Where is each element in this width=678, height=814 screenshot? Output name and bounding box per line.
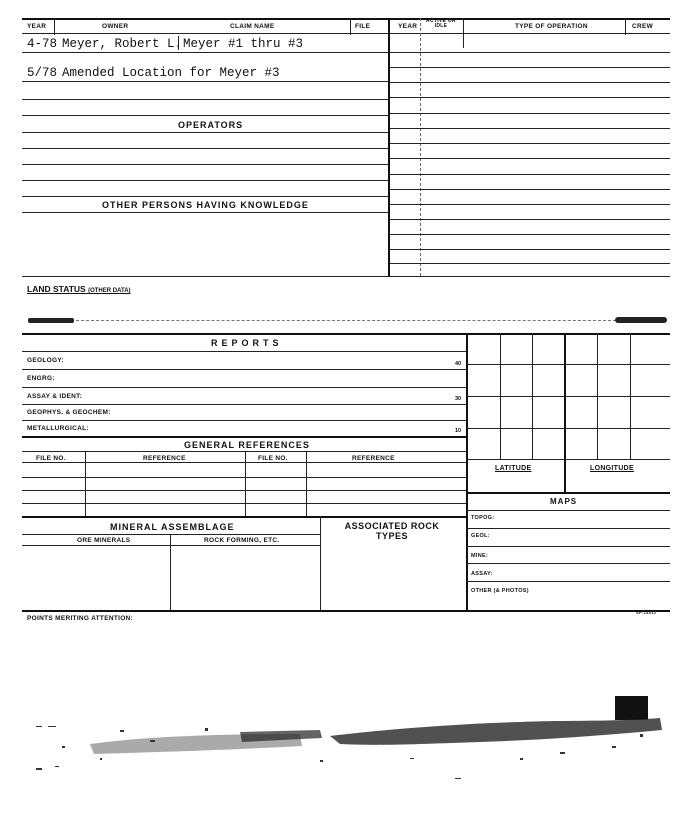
col-year-2: YEAR [398,23,418,30]
scan-mark [615,317,667,323]
land-status-sub: (OTHER DATA) [88,288,131,294]
col-year: YEAR [27,23,47,30]
col-rock-forming: ROCK FORMING, ETC. [204,537,280,544]
ref-col-reference-2: REFERENCE [352,455,395,462]
main-divider [388,18,390,276]
ref-col-reference: REFERENCE [143,455,186,462]
row-rule [390,174,670,175]
row-rule [390,82,670,83]
report-label: METALLURGICAL: [27,425,89,432]
scan-mark [28,318,74,323]
entry-claim: Meyer #1 thru #3 [183,37,304,51]
col-ore-minerals: ORE MINERALS [77,537,131,544]
latitude-label: LATITUDE [495,465,532,472]
row-rule [22,148,388,149]
col-claim-name: CLAIM NAME [230,23,275,30]
land-status-heading [27,284,131,294]
col-owner: OWNER [102,23,129,30]
row-rule [390,249,670,250]
other-persons-heading: OTHER PERSONS HAVING KNOWLEDGE [102,200,309,210]
bottom-rule [22,610,670,612]
row-rule [22,534,320,535]
mineral-assemblage-heading: MINERAL ASSEMBLAGE [110,522,235,532]
divider [245,451,246,516]
entry-year: 4-78 [27,37,58,51]
top-rule [22,18,670,20]
divider [420,18,421,276]
divider [85,451,86,516]
land-status-line [76,320,616,321]
row-rule [390,204,670,205]
report-label: ENGRG: [27,375,55,382]
row-rule [390,234,670,235]
row-rule [22,99,388,100]
row-rule [22,420,466,421]
row-rule [22,115,388,116]
report-label: GEOPHYS. & GEOCHEM: [27,409,111,416]
row-rule [22,180,388,181]
row-rule [22,516,466,518]
map-geol: GEOL: [471,533,490,539]
row-rule [390,263,670,264]
row-rule [390,143,670,144]
divider [306,451,307,516]
operators-heading: OPERATORS [178,120,244,130]
divider [463,18,464,48]
scan-smear [330,718,662,745]
longitude-label: LONGITUDE [590,465,634,472]
row-rule [390,128,670,129]
row-rule [466,546,670,547]
land-status-label: LAND STATUS [27,284,86,294]
row-rule [390,158,670,159]
grid-line [466,396,670,397]
grid-line [564,333,566,492]
row-rule [466,563,670,564]
ref-col-file-no-2: FILE NO. [258,455,288,462]
col-type-of-operation: TYPE OF OPERATION [515,23,588,30]
row-rule [390,113,670,114]
associated-rock-types-heading: ASSOCIATED ROCK TYPES [344,521,440,541]
col-active-idle: ACTIVE OR IDLE [426,18,456,29]
row-rule [466,492,670,494]
row-rule [22,351,466,352]
row-rule [22,369,466,370]
row-rule [22,81,388,82]
entry-owner: Amended Location for Meyer #3 [62,66,280,80]
divider [54,18,55,35]
report-label: GEOLOGY: [27,357,64,364]
maps-heading: MAPS [550,497,578,506]
grid-line [466,428,670,429]
report-num: 40 [455,361,462,367]
row-rule [22,404,466,405]
col-file: FILE [355,23,371,30]
entry-owner: Meyer, Robert L. [62,37,183,51]
scan-noise [0,680,678,790]
header-rule [22,33,670,34]
report-label: ASSAY & IDENT: [27,393,83,400]
row-rule [22,477,466,478]
row-rule [466,510,670,511]
divider [350,18,351,35]
row-rule [22,545,320,546]
row-rule [390,67,670,68]
report-num: 10 [455,428,462,434]
entry-year: 5/78 [27,66,58,80]
row-rule [22,462,466,463]
form-number: SP-14512 [636,610,657,615]
row-rule [22,132,388,133]
row-rule [390,52,670,53]
reports-heading: REPORTS [211,338,283,348]
section-rule [22,276,670,277]
divider [320,516,321,610]
points-meriting-attention: POINTS MERITING ATTENTION: [27,615,134,622]
row-rule [22,164,388,165]
row-rule [22,490,466,491]
report-num: 30 [455,396,462,402]
row-rule [466,528,670,529]
row-rule [390,219,670,220]
grid-line [466,459,670,460]
row-rule [390,189,670,190]
map-topog: TOPOG: [471,515,495,521]
row-rule [390,97,670,98]
scan-mark [615,696,648,720]
row-rule [22,212,388,213]
row-rule [22,451,466,452]
col-crew: CREW [632,23,654,30]
row-rule [22,387,466,388]
divider [170,534,171,610]
divider [625,18,626,35]
map-assay: ASSAY: [471,571,493,577]
grid-line [466,364,670,365]
main-divider [466,333,468,610]
row-rule [22,52,388,53]
divider [178,36,179,50]
row-rule [466,581,670,582]
map-other: OTHER (& PHOTOS) [471,588,529,594]
reports-top-rule [22,333,670,335]
row-rule [22,196,388,197]
map-mine: MINE: [471,553,489,559]
row-rule [22,436,466,438]
row-rule [22,503,466,504]
general-references-heading: GENERAL REFERENCES [184,440,310,450]
ref-col-file-no: FILE NO. [36,455,66,462]
